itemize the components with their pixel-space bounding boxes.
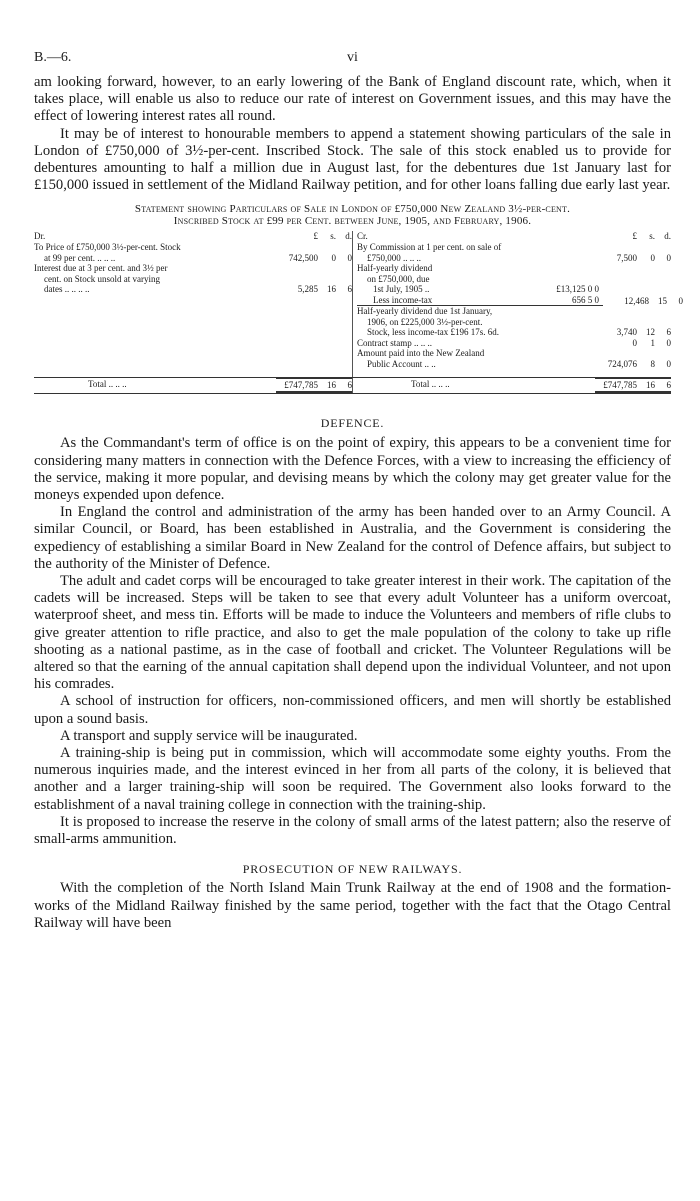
page-number: vi xyxy=(347,50,358,65)
shillings-heading: s. xyxy=(330,231,336,242)
defence-paragraph-3: The adult and cadet corps will be encouraged to take greater interest in their work. The capitation of the cadets will be increased. Steps will be taken to see that every adult Volunteer has a uniform overcoat, waterproof sheet, and mess tin. Efforts will be made to induce the Volunteers and members of rifle clubs to give greater attention to rifle practice, and also to get the male population of the colony to take up rifle shooting as a national pastime, as in the case of football and cricket. The Volunteer Regulations will be altered so that the earning of the annual capitation shall depend upon the individual Volunteer, and not upon his comrades. xyxy=(34,573,671,693)
dividend-date: 1st July, 1905 .. xyxy=(373,284,430,295)
row-text: To Price of £750,000 3½-per-cent. Stock xyxy=(34,242,181,253)
row-shillings: 0 xyxy=(650,252,655,263)
debit-label: Dr. xyxy=(34,231,46,242)
row-pence: 0 xyxy=(666,358,671,369)
row-shillings: 16 xyxy=(327,284,336,295)
dividend-gross: £13,125 0 0 xyxy=(556,284,599,295)
debit-row-interest xyxy=(34,263,352,295)
row-text: Half-yearly dividend xyxy=(357,263,433,274)
credit-row-contract-stamp xyxy=(357,338,671,349)
row-pounds: 3,740 xyxy=(616,327,637,338)
total-label: Total .. .. .. xyxy=(411,379,450,390)
debit-row-stock-price xyxy=(34,242,352,263)
defence-heading: DEFENCE. xyxy=(320,416,385,431)
income-tax-label: Less income-tax xyxy=(373,294,433,305)
total-shillings: 16 xyxy=(327,380,336,391)
income-tax-value: 656 5 0 xyxy=(572,294,599,305)
total-pence: 6 xyxy=(347,380,352,391)
shillings-heading: s. xyxy=(649,231,655,242)
row-text: Interest due at 3 per cent. and 3½ per xyxy=(34,263,168,274)
row-text: Contract stamp .. .. .. xyxy=(357,337,432,348)
pounds-heading: £ xyxy=(632,231,637,242)
row-text: By Commission at 1 per cent. on sale of xyxy=(357,242,502,253)
row-pence: 6 xyxy=(347,284,352,295)
defence-paragraph-4: A school of instruction for officers, non-commissioned officers, and men will shortly be established upon a sound basis. xyxy=(34,693,671,727)
pence-heading: d. xyxy=(664,231,671,242)
intro-paragraph-2: It may be of interest to honourable members to append a statement showing particulars of the sale in London of £750,000 of 3½-per-cent. Inscribed Stock. The sale of this stock enabled us to provide for debentures amounting to half a million due in August last, for the debentures due 1st January last for £150,000 issued in settlement of the Midland Railway petition, and for other loans falling due early last year. xyxy=(34,125,671,194)
row-shillings: 12 xyxy=(646,327,655,338)
defence-paragraph-2: In England the control and administration of the army has been handed over to an Army Council. A similar Council, or Board, has been established in Australia, and the Government is considering the expediency of establishing a similar Board in New Zealand for the control of Defence affairs, but subject to the authority of the Minister of Defence. xyxy=(34,504,671,572)
credit-row-commission xyxy=(357,242,671,263)
row-shillings: 0 xyxy=(331,252,336,263)
row-text-cont: at 99 per cent. .. .. .. xyxy=(44,252,116,263)
row-pounds: 0 xyxy=(632,337,637,348)
row-pounds: 7,500 xyxy=(616,252,637,263)
defence-paragraph-5: A transport and supply service will be inaugurated. xyxy=(60,727,358,744)
credit-row-public-account xyxy=(357,348,671,369)
total-pence: 6 xyxy=(666,380,671,391)
row-pence: 0 xyxy=(666,337,671,348)
row-text-cont: Stock, less income-tax £196 17s. 6d. xyxy=(367,327,499,338)
statement-title xyxy=(34,203,671,227)
row-text-cont: 1906, on £225,000 3½-per-cent. xyxy=(367,316,483,327)
credit-row-half-yearly-dividend xyxy=(357,263,683,306)
row-text: Amount paid into the New Zealand xyxy=(357,348,485,359)
pounds-heading: £ xyxy=(313,231,318,242)
row-shillings: 8 xyxy=(650,358,655,369)
row-pence: 0 xyxy=(666,252,671,263)
row-pence: 0 xyxy=(347,252,352,263)
row-pence: 6 xyxy=(666,327,671,338)
row-shillings: 1 xyxy=(650,337,655,348)
account-totals-row xyxy=(34,378,671,394)
row-pounds: 12,468 xyxy=(624,295,649,306)
sale-account-table xyxy=(34,231,683,378)
credit-label: Cr. xyxy=(357,231,368,242)
row-pounds: 742,500 xyxy=(288,252,318,263)
row-shillings: 15 xyxy=(658,295,667,306)
total-shillings: 16 xyxy=(646,380,655,391)
railways-heading: PROSECUTION OF NEW RAILWAYS. xyxy=(242,862,463,877)
credit-side xyxy=(352,231,683,377)
railways-paragraph-1: With the completion of the North Island Main Trunk Railway at the end of 1908 and the formation-works of the Midland Railway finished by the same period, together with the fact that the Otago Central Railway will have been xyxy=(34,880,671,931)
page-header xyxy=(34,50,671,74)
document-page xyxy=(34,50,683,932)
row-pence: 0 xyxy=(678,295,683,306)
intro-paragraph-1: am looking forward, however, to an early lowering of the Bank of England discount rate, which, when it takes place, will enable us also to reduce our rate of interest on Government issues, and this may have the effect of lowering interest rates all round. xyxy=(34,74,671,125)
statement-title-line-2: Inscribed Stock at £99 per Cent. between June, 1905, and February, 1906. xyxy=(173,215,532,228)
pence-heading: d. xyxy=(345,231,352,242)
row-text-cont: dates .. .. .. .. xyxy=(44,284,90,295)
total-label: Total .. .. .. xyxy=(88,379,127,390)
row-pounds: 724,076 xyxy=(607,358,637,369)
credit-column-header xyxy=(357,231,671,242)
total-pounds: £747,785 xyxy=(603,380,637,391)
debit-total xyxy=(34,378,352,393)
credit-row-january-dividend xyxy=(357,306,671,338)
debit-side xyxy=(34,231,352,377)
row-text-cont: on £750,000, due xyxy=(367,273,430,284)
statement-title-line-1: Statement showing Particulars of Sale in London of £750,000 New Zealand 3½-per-cent. xyxy=(134,203,571,216)
row-text-cont: Public Account .. .. xyxy=(367,358,436,369)
defence-paragraph-1: As the Commandant's term of office is on the point of expiry, this appears to be a convenient time for considering many matters in connection with the Defence Forces, with a view to increasing the efficiency of the service, making it more popular, and devising means by which the colony may get greater value for the moneys expended upon defence. xyxy=(34,435,671,504)
document-reference: B.—6. xyxy=(34,50,72,65)
defence-paragraph-6: A training-ship is being put in commission, which will accommodate some eighty youths. From the numerous inquiries made, and the interest evinced in her from all parts of the colony, it is believed that another and a larger training-ship will soon be required. The Government also looks forward to the establishment of a naval training college in connection with the training-ship. xyxy=(34,745,671,813)
debit-column-header xyxy=(34,231,352,242)
row-text-cont: cent. on Stock unsold at varying xyxy=(44,273,160,284)
row-text: Half-yearly dividend due 1st January, xyxy=(357,306,493,317)
total-pounds: £747,785 xyxy=(284,380,318,391)
row-pounds: 5,285 xyxy=(297,284,318,295)
defence-paragraph-7: It is proposed to increase the reserve in the colony of small arms of the latest pattern; also the reserve of small-arms ammunition. xyxy=(34,813,671,848)
row-text-cont: £750,000 .. .. .. xyxy=(367,252,421,263)
credit-total xyxy=(352,378,671,393)
